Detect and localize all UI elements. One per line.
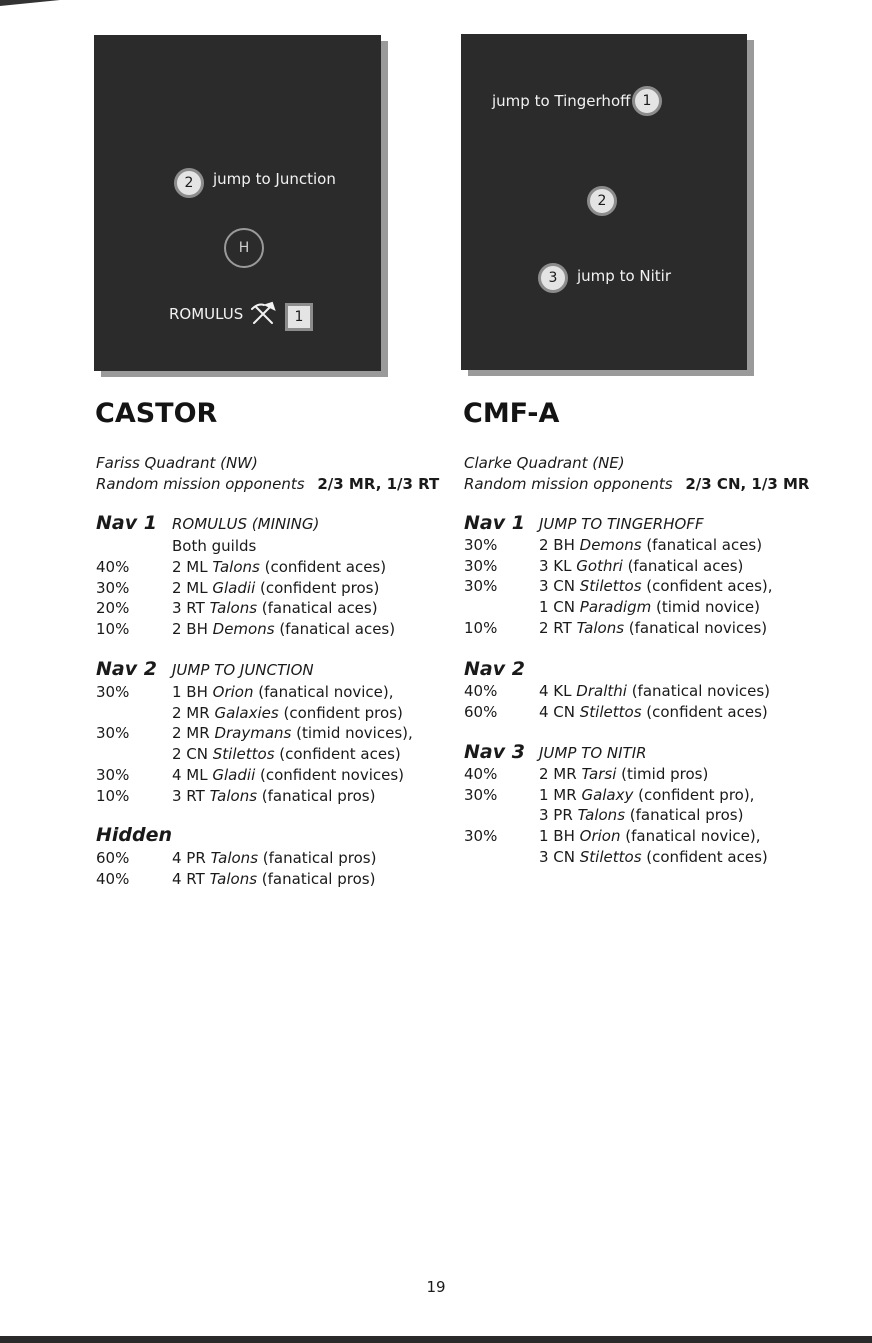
encounter-percent: 10% [96, 786, 130, 805]
page-corner-mark [0, 0, 60, 6]
encounter-count: 4 ML [172, 765, 213, 784]
nav-point-marker: 3 [538, 263, 568, 293]
encounter-count: 1 MR [539, 785, 582, 804]
encounter-count: 3 CN [539, 847, 580, 866]
nav-heading: Hidden [96, 824, 173, 846]
encounter-row [172, 620, 395, 638]
encounter-row [172, 849, 376, 867]
ship-name: Stilettos [579, 577, 642, 596]
mining-tools-icon [250, 301, 276, 327]
ship-name: Draymans [214, 724, 292, 743]
pilot-skill: (fanatical novice), [620, 827, 761, 846]
nav-heading: Nav 3 [464, 741, 525, 763]
pilot-skill: (fanatical aces) [622, 556, 744, 575]
encounter-count: 2 MR [539, 765, 582, 783]
nav-subtext: Both guilds [172, 537, 257, 555]
encounter-row [172, 724, 413, 742]
encounter-count: 4 KL [539, 682, 577, 700]
encounter-row [539, 536, 762, 554]
ship-name: Galaxies [214, 703, 279, 722]
encounter-count: 2 RT [539, 618, 577, 637]
ship-name: Paradigm [579, 598, 652, 617]
ship-name: Talons [212, 558, 260, 576]
encounter-count: 4 RT [172, 869, 210, 888]
system-title: CASTOR [95, 398, 218, 429]
encounter-percent: 30% [464, 536, 498, 554]
nav-point-marker: 1 [632, 86, 662, 116]
encounter-percent: 30% [96, 765, 130, 784]
encounter-percent: 10% [96, 620, 130, 639]
cmfa-map [461, 34, 747, 370]
ship-name: Talons [209, 599, 258, 618]
encounter-row [172, 766, 404, 784]
encounter-row [539, 848, 768, 866]
page-number: 19 [426, 1278, 446, 1296]
ship-name: Stilettos [579, 702, 642, 721]
pilot-skill: (fanatical pros) [625, 806, 744, 825]
pilot-skill: (confident aces) [641, 847, 768, 866]
jump-label: jump to Junction [213, 170, 336, 188]
encounter-count: 2 BH [539, 536, 580, 554]
encounter-count: 4 CN [539, 702, 580, 721]
encounter-row [539, 703, 768, 721]
page-bottom-edge [0, 1336, 872, 1343]
nav-destination: JUMP TO NITIR [539, 744, 647, 762]
encounter-count: 3 PR [539, 806, 578, 825]
encounter-count: 3 CN [539, 577, 580, 596]
nav-destination: ROMULUS (MINING) [172, 515, 320, 533]
encounter-row [539, 786, 754, 804]
encounter-count: 2 MR [172, 724, 215, 743]
encounter-row [172, 870, 375, 888]
ship-name: Tarsi [581, 765, 617, 783]
encounter-count: 1 CN [539, 598, 580, 617]
ship-name: Talons [209, 786, 258, 805]
nav-heading: Nav 2 [96, 658, 157, 680]
pilot-skill: (fanatical aces) [257, 599, 378, 618]
encounter-row [172, 683, 394, 701]
pilot-skill: (confident aces) [641, 702, 768, 721]
pilot-skill: (confident aces), [641, 577, 773, 596]
encounter-count: 1 BH [539, 827, 580, 846]
encounter-row [539, 557, 743, 575]
pilot-skill: (confident novices) [255, 765, 405, 784]
ship-name: Orion [212, 683, 254, 701]
encounter-row [172, 579, 379, 597]
random-opponents [96, 474, 439, 494]
encounter-count: 2 ML [172, 558, 213, 576]
nav-destination: JUMP TO JUNCTION [172, 661, 314, 679]
ship-name: Talons [209, 869, 258, 888]
encounter-row [539, 806, 743, 824]
ship-name: Gladii [212, 578, 256, 597]
encounter-count: 3 RT [172, 786, 210, 805]
ship-name: Dralthi [576, 682, 627, 700]
encounter-percent: 60% [464, 702, 498, 721]
encounter-percent: 20% [96, 599, 130, 618]
ship-name: Orion [579, 827, 621, 846]
encounter-row [539, 619, 767, 637]
encounter-row [172, 787, 375, 805]
ship-name: Gladii [212, 765, 256, 784]
encounter-count: 2 CN [172, 745, 213, 764]
random-opponents [464, 474, 809, 494]
ship-name: Stilettos [212, 745, 275, 764]
encounter-row [539, 577, 773, 595]
pilot-skill: (timid pros) [616, 765, 709, 783]
nav-base-marker: 1 [285, 303, 313, 331]
encounter-percent: 60% [96, 849, 130, 867]
encounter-row [172, 704, 403, 722]
encounter-count: 3 KL [539, 556, 577, 575]
nav-heading: Nav 1 [464, 512, 525, 534]
encounter-percent: 30% [96, 724, 130, 743]
encounter-count: 2 BH [172, 620, 213, 639]
encounter-row [539, 827, 761, 845]
encounter-percent: 30% [96, 683, 130, 701]
encounter-row [539, 765, 708, 783]
encounter-count: 3 RT [172, 599, 210, 618]
pilot-skill: (fanatical aces) [641, 536, 763, 554]
quadrant: Clarke Quadrant (NE) [464, 454, 625, 472]
nav-point-marker: 2 [587, 186, 617, 216]
pilot-skill: (fanatical novice), [253, 683, 394, 701]
encounter-count: 4 PR [172, 849, 211, 867]
encounter-percent: 30% [464, 556, 498, 575]
jump-label: jump to Tingerhoff [492, 92, 631, 110]
encounter-row [539, 598, 760, 616]
random-opponents-label: Random mission opponents [464, 475, 673, 493]
pilot-skill: (timid novices), [291, 724, 413, 743]
ship-name: Demons [579, 536, 642, 554]
pilot-skill: (fanatical novices) [626, 682, 771, 700]
ship-name: Talons [577, 806, 626, 825]
pilot-skill: (confident pros) [278, 703, 403, 722]
random-opponents-value: 2/3 CN, 1/3 MR [685, 475, 810, 493]
encounter-count: 2 MR [172, 703, 215, 722]
nav-heading: Nav 2 [464, 658, 525, 680]
encounter-percent: 30% [464, 785, 498, 804]
hub-marker: H [224, 228, 264, 268]
castor-map [94, 35, 381, 371]
pilot-skill: (fanatical pros) [257, 786, 376, 805]
ship-name: Galaxy [581, 785, 634, 804]
system-title: CMF-A [463, 398, 560, 429]
quadrant: Fariss Quadrant (NW) [96, 454, 258, 472]
pilot-skill: (timid novice) [651, 598, 760, 617]
pilot-skill: (confident pro), [633, 785, 755, 804]
encounter-percent: 30% [464, 577, 498, 596]
pilot-skill: (confident pros) [255, 578, 380, 597]
encounter-percent: 10% [464, 618, 498, 637]
ship-name: Stilettos [579, 847, 642, 866]
nav-point-marker: 2 [174, 168, 204, 198]
pilot-skill: (fanatical novices) [624, 618, 768, 637]
random-opponents-label: Random mission opponents [96, 475, 305, 493]
encounter-percent: 40% [464, 765, 498, 783]
pilot-skill: (confident aces) [274, 745, 401, 764]
encounter-row [172, 599, 378, 617]
pilot-skill: (fanatical aces) [274, 620, 396, 639]
encounter-percent: 40% [96, 558, 130, 576]
base-label: ROMULUS [169, 305, 244, 323]
encounter-percent: 30% [464, 827, 498, 846]
encounter-row [172, 558, 386, 576]
nav-heading: Nav 1 [96, 512, 157, 534]
encounter-count: 2 ML [172, 578, 213, 597]
pilot-skill: (fanatical pros) [258, 849, 377, 867]
encounter-row [172, 745, 401, 763]
jump-label: jump to Nitir [577, 267, 672, 285]
encounter-percent: 40% [96, 869, 130, 888]
ship-name: Demons [212, 620, 275, 639]
random-opponents-value: 2/3 MR, 1/3 RT [317, 475, 440, 493]
ship-name: Talons [576, 618, 625, 637]
encounter-count: 1 BH [172, 683, 213, 701]
encounter-percent: 30% [96, 578, 130, 597]
ship-name: Talons [210, 849, 259, 867]
pilot-skill: (confident aces) [259, 558, 387, 576]
pilot-skill: (fanatical pros) [257, 869, 376, 888]
encounter-row [539, 682, 770, 700]
nav-destination: JUMP TO TINGERHOFF [539, 515, 704, 533]
encounter-percent: 40% [464, 682, 498, 700]
ship-name: Gothri [576, 556, 623, 575]
